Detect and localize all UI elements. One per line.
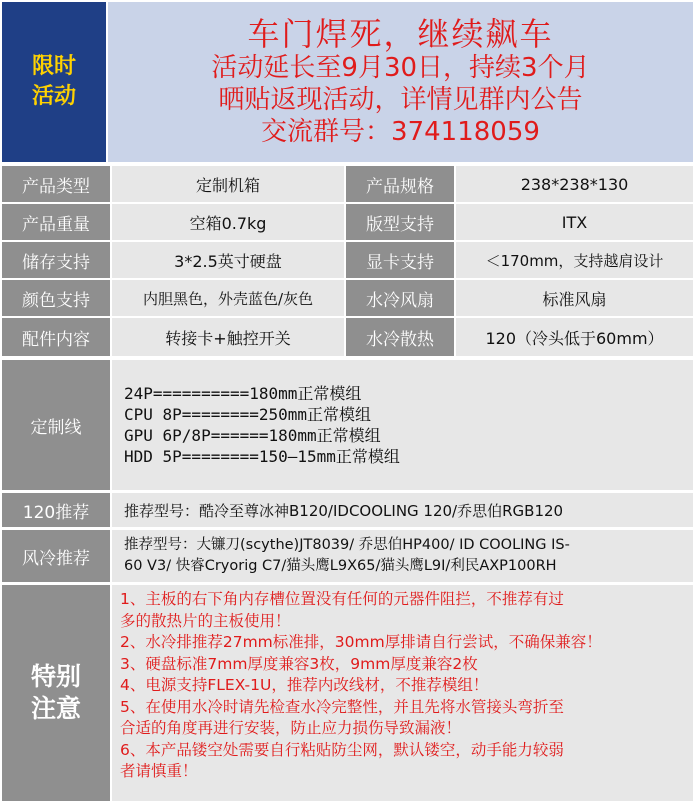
notice-label-line1: 特别 <box>30 661 81 691</box>
promo-group-line: 交流群号：374118059 <box>261 117 540 147</box>
spec-label: 产品规格 <box>346 166 454 202</box>
promo-badge-line2: 活动 <box>31 84 76 109</box>
spec-value: ＜170mm，支持越肩设计 <box>456 242 693 278</box>
notice-label <box>2 585 110 801</box>
spec-value: 转接卡+触控开关 <box>112 318 344 356</box>
cable-line: CPU 8P========250mm正常模组 <box>124 405 372 424</box>
notice-line: 者请慎重！ <box>120 762 198 780</box>
spec-label: 产品类型 <box>2 166 110 202</box>
promo-cashback-line: 晒贴返现活动，详情见群内公告 <box>218 85 583 115</box>
notice-list <box>112 585 693 801</box>
notice-line: 3、硬盘标准7mm厚度兼容3枚，9mm厚度兼容2枚 <box>120 654 478 673</box>
aircool-line: 60 V3/ 快睿Cryorig C7/猫头鹰L9X65/猫头鹰L9I/利民AXP100RH <box>124 558 557 574</box>
cable-line: HDD 5P========150—15mm正常模组 <box>124 447 400 466</box>
promo-badge-line1: 限时 <box>31 54 76 80</box>
spec-value: 空箱0.7kg <box>112 204 344 240</box>
cable-label: 定制线 <box>2 360 110 490</box>
notice-label-line2: 注意 <box>30 694 81 723</box>
spec-label: 产品重量 <box>2 204 110 240</box>
spec-label: 版型支持 <box>346 204 454 240</box>
spec-label: 水冷风扇 <box>346 280 454 316</box>
spec-value: 定制机箱 <box>112 166 344 202</box>
notice-line: 5、在使用水冷时请先检查水冷完整性，并且先将水管接头弯折至 <box>120 697 564 716</box>
notice-text <box>112 585 693 787</box>
promo-banner <box>108 2 693 162</box>
spec-value: 3*2.5英寸硬盘 <box>112 242 344 278</box>
aircool-line: 推荐型号：大镰刀(scythe)JT8039/ 乔思伯HP400/ ID COOLING IS- <box>124 537 570 553</box>
spec-label: 颜色支持 <box>2 280 110 316</box>
promo-date-line: 活动延长至9月30日，持续3个月 <box>211 53 590 83</box>
spec-label: 显卡支持 <box>346 242 454 278</box>
notice-line: 1、主板的右下角内存槽位置没有任何的元器件阻拦，不推荐有过 <box>120 590 564 608</box>
promo-badge <box>2 2 106 162</box>
cable-line: 24P==========180mm正常模组 <box>124 384 362 403</box>
notice-line: 6、本产品镂空处需要自行粘贴防尘网，默认镂空，动手能力较弱 <box>120 740 564 759</box>
rec120-value: 推荐型号：酷冷至尊冰神B120/IDCOOLING 120/乔思伯RGB120 <box>112 493 693 527</box>
spec-value: 238*238*130 <box>456 166 693 202</box>
cable-list <box>112 360 693 490</box>
notice-line: 2、水冷排推荐27mm标准排，30mm厚排请自行尝试，不确保兼容！ <box>120 633 602 651</box>
promo-title: 车门焊死，继续飙车 <box>247 15 554 53</box>
notice-line: 合适的角度再进行安装，防止应力损伤导致漏液！ <box>120 719 462 737</box>
spec-label: 储存支持 <box>2 242 110 278</box>
spec-value: ITX <box>456 204 693 240</box>
spec-value: 标准风扇 <box>456 280 693 316</box>
aircool-value <box>112 530 693 582</box>
rec120-label: 120推荐 <box>2 493 110 527</box>
notice-line: 4、电源支持FLEX-1U，推荐内改线材，不推荐模组！ <box>120 676 489 694</box>
spec-label: 配件内容 <box>2 318 110 356</box>
notice-line: 多的散热片的主板使用！ <box>120 611 291 630</box>
spec-label: 水冷散热 <box>346 318 454 356</box>
cable-line: GPU 6P/8P======180mm正常模组 <box>124 426 381 445</box>
aircool-label: 风冷推荐 <box>2 530 110 582</box>
spec-value: 120（冷头低于60mm） <box>456 318 693 356</box>
spec-value: 内胆黑色，外壳蓝色/灰色 <box>112 280 344 316</box>
